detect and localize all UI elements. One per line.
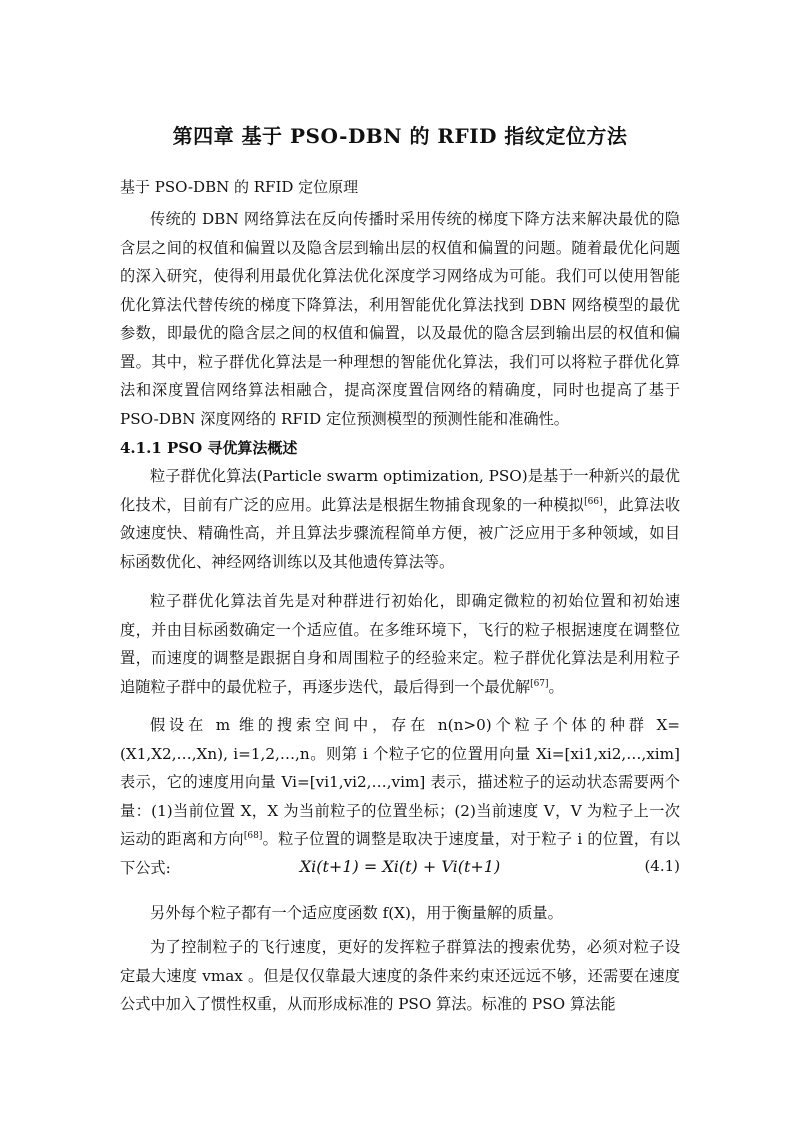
citation: [66] — [584, 496, 603, 507]
citation: [67] — [530, 678, 549, 689]
paragraph-text: 。粒子位置的调整是取决于速度量，对于粒子 i 的位置，有以下公式: — [120, 830, 681, 877]
citation: [68] — [243, 831, 263, 841]
subsection-heading: 4.1.1 PSO 寻优算法概述 — [120, 439, 298, 457]
section-heading: 基于 PSO-DBN 的 RFID 定位原理 — [120, 178, 359, 196]
paragraph-pso-overview — [120, 462, 680, 576]
paragraph-text: 假设在 m 维的搜索空间中，存在 n(n>0)个粒子个体的种群 X=(X1,X2,…,Xn), i=1,2,…,n。则第 i 个粒子它的位置用向量 Xi=[xi1,xi2,…,xim] 表示，它的速度用向量 Vi=[vi1,vi2,…,vim] 表示，描述粒子的运动状态需要两个量：(1)当前位置 X，X 为当前粒子的位置坐标；(2)当前速度 V，V 为粒子上一次运动的距离和方向 — [120, 716, 680, 848]
paragraph-text: 粒子群优化算法首先是对种群进行初始化，即确定微粒的初始位置和初始速度，并由目标函数确定一个适应值。在多维环境下，飞行的粒子根据速度在调整位置，而速度的调整是跟据自身和周围粒子的经验来定。粒子群优化算法是利用粒子追随粒子群中的最优粒子，再逐步迭代，最后得到一个最优解 — [120, 592, 680, 696]
equation-body: Xi(t+1) = Xi(t) + Vi(t+1) — [299, 857, 501, 876]
equation-number: (4.1) — [644, 857, 680, 875]
paragraph-fitness: 另外每个粒子都有一个适应度函数 f(X)，用于衡量解的质量。 — [150, 904, 563, 922]
paragraph-text: 。 — [548, 677, 564, 696]
paragraph-dbn-intro: 传统的 DBN 网络算法在反向传播时采用传统的梯度下降方法来解决最优的隐含层之间的权值和偏置以及隐含层到输出层的权值和偏置的问题。随着最优化问题的深入研究，使得利用最优化算法优化深度学习网络成为可能。我们可以使用智能优化算法代替传统的梯度下降算法，利用智能优化算法找到 DBN 网络模型的最优参数，即最优的隐含层之间的权值和偏置，以及最优的隐含层到输出层的权值和偏置。其中，粒子群优化算法是一种理想的智能优化算法，我们可以将粒子群优化算法和深度置信网络算法相融合，提高深度置信网络的精确度，同时也提高了基于 PSO-DBN 深度网络的 RFID 定位预测模型的预测性能和准确性。 — [120, 210, 680, 428]
paragraph-text: ，此算法收敛速度快、精确性高，并且算法步骤流程简单方便，被广泛应用于多种领域，如目标函数优化、神经网络训练以及其他遗传算法等。 — [120, 495, 681, 571]
paragraph-text: 粒子群优化算法(Particle swarm optimization, PSO)是基于一种新兴的最优化技术，目前有广泛的应用。此算法是根据生物捕食现象的一种模拟 — [120, 467, 680, 514]
equation-4-1 — [120, 857, 680, 883]
paragraph-pso-process — [120, 587, 680, 701]
paragraph-max-velocity: 为了控制粒子的飞行速度，更好的发挥粒子群算法的搜索优势，必须对粒子设定最大速度 vmax 。但是仅仅靠最大速度的条件来约束还远远不够，还需要在速度公式中加入了惯性权重，从而形成标准的 PSO 算法。标准的 PSO 算法能 — [120, 938, 680, 1013]
chapter-title: 第四章 基于 PSO-DBN 的 RFID 指纹定位方法 — [172, 124, 628, 148]
